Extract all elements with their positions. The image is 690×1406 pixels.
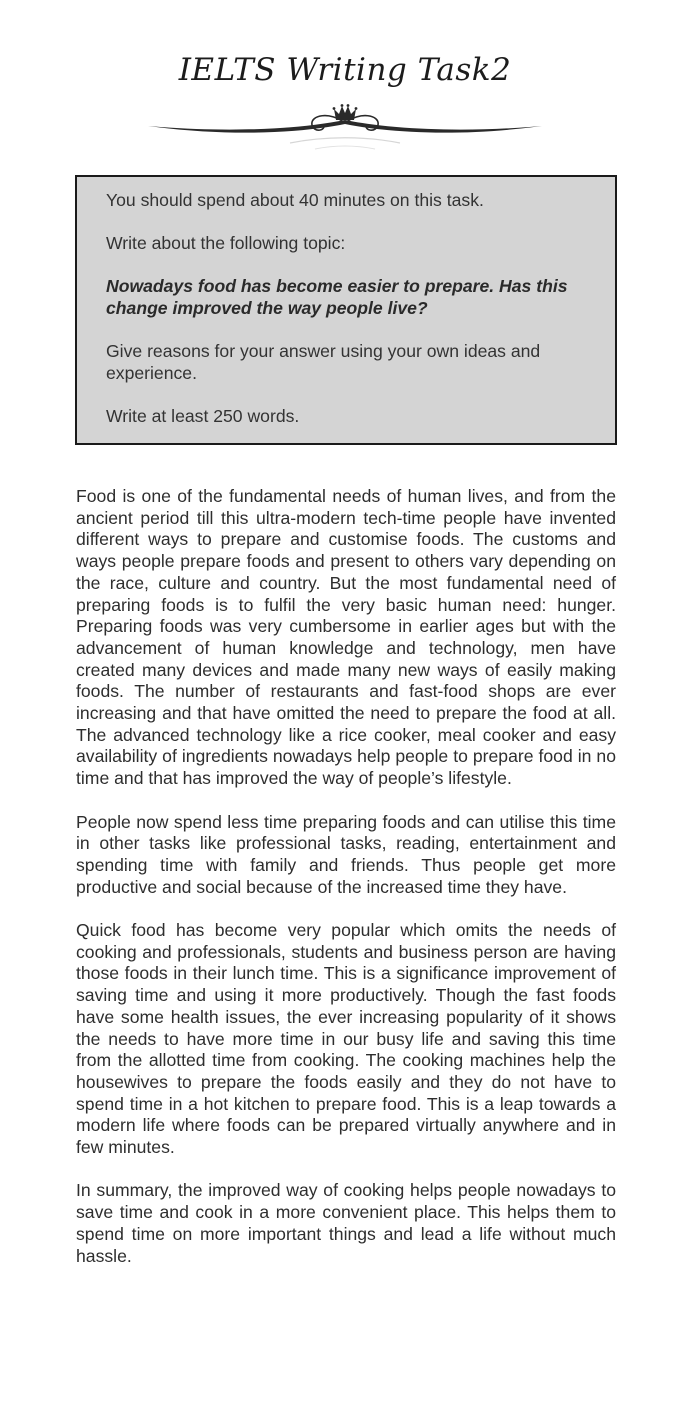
task-prompt-box [75,175,617,445]
essay-paragraph: In summary, the improved way of cooking helps people nowadays to save time and cook in a more convenient place. This helps them to spend time on more important things and lead a life without much hassle. [76,1180,616,1266]
time-instruction: You should spend about 40 minutes on this task. [106,190,484,210]
reasons-instruction: Give reasons for your answer using your own ideas and experience. [106,341,541,383]
crown-divider-ornament [140,103,550,163]
essay-paragraph: Food is one of the fundamental needs of human lives, and from the ancient period till this ultra-modern tech-time people have invented different ways to prepare and customise foods. The customs and ways people prepare foods and present to others vary depending on the race, culture and country. But the most fundamental need of preparing foods is to fulfil the very basic human need: hunger. Preparing foods was very cumbersome in earlier ages but with the advancement of human knowledge and technology, men have created many devices and made many new ways of easily making foods. The number of restaurants and fast-food shops are ever increasing and that have omitted the need to prepare the food at all. The advanced technology like a rice cooker, meal cooker and easy availability of ingredients nowadays help people to prepare food in no time and that has improved the way of people’s lifestyle. [76,486,616,789]
page-title: IELTS Writing Task2 [178,52,512,88]
topic-instruction: Write about the following topic: [106,233,346,253]
essay-paragraph: Quick food has become very popular which omits the needs of cooking and professionals, students and business person are having those foods in their lunch time. This is a significance improvement of saving time and using it more productively. Though the fast foods have some health issues, the ever increasing popularity of it shows the needs to have more time in our busy life and saving this time from the allotted time from cooking. The cooking machines help the housewives to prepare the foods easily and they do not have to spend time in a hot kitchen to prepare food. This is a leap towards a modern life where foods can be prepared virtually anywhere and in few minutes. [76,920,616,1158]
page-header [0,52,690,89]
essay-paragraph: People now spend less time preparing foods and can utilise this time in other tasks like professional tasks, reading, entertainment and spending time with family and friends. Thus people get more productive and social because of the increased time they have. [76,811,616,897]
essay-topic: Nowadays food has become easier to prepare. Has this change improved the way people live? [106,276,568,318]
essay-body [76,486,616,1289]
word-count-instruction: Write at least 250 words. [106,406,300,426]
